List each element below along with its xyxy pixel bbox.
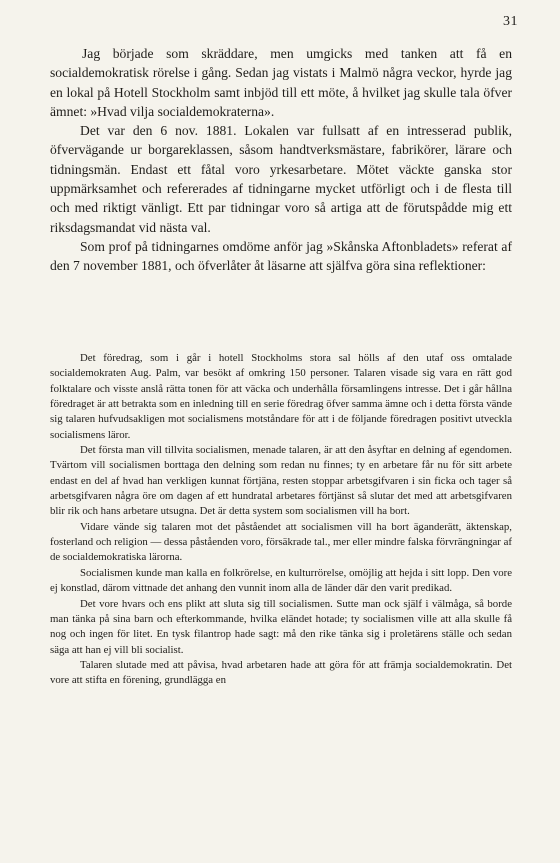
quote-paragraph: Vidare vände sig talaren mot det påståendet att socialismen vill ha bort äganderätt, äktenskap, fosterland och religion — dessa påståenden voro, försäkrade tal., mer eller mindre falska förvrängningar af de socialdemokratiska lärorna. (50, 520, 512, 564)
quote-paragraph: Det föredrag, som i går i hotell Stockholms stora sal hölls af den utaf oss omtalade socialdemokraten Aug. Palm, var besökt af omkring 150 personer. Talaren visade sig vara en rätt god folktalare och visste anslå rätta tonen för att väcka och underhålla församlingens intresse. Det i går hållna föredraget är att betrakta som en inledning till en serie föredrag öfver samma ämne och i detta första vände sig talaren hufvudsakligen mot socialismens motståndare för att i de följande föredragen positivt utveckla socialismens läror. (50, 352, 512, 441)
quote-paragraph: Det vore hvars och ens plikt att sluta sig till socialismen. Sutte man ock själf i välmåga, så borde man tänka på sina barn och efterkommande, hvilka eländet hotade; ty socialismen ville att alla skulle få nog och ingen för litet. En tysk filantrop hade sagt: må den rike tänka sig i proletärens ställe och sedan säga att han ej vill bli socialist. (50, 597, 512, 656)
main-paragraph: Det var den 6 nov. 1881. Lokalen var fullsatt af en intresserad publik, öfvervägande ur borgareklassen, såsom handtverksmästare, fabrikörer, lärare och tidningsmän. Endast ett fåtal voro yrkesarbetare. Mötet väckte ganska stor uppmärksamhet och refererades af tidningarne mycket utförligt och i de flesta till och med riktigt vänligt. Ett par tidningar voro så artiga att de förutspådde mig ett riksdagsmandat vid nästa val. (50, 123, 512, 235)
page-number: 31 (503, 14, 518, 29)
main-paragraph: Jag började som skräddare, men umgicks med tanken att få en socialdemokratisk rörelse i gång. Sedan jag vistats i Malmö några veckor, hyrde jag en lokal på Hotell Stockholm samt inbjöd till ett möte, å hvilket jag skulle tala öfver ämnet: »Hvad vilja socialdemokraterna». (50, 46, 512, 119)
main-text (50, 44, 512, 276)
quote-paragraph: Det första man vill tillvita socialismen, menade talaren, är att den åsyftar en delning af egendomen. Tvärtom vill socialismen borttaga den delning som redan nu finnes; ty en arbetare får nu för sitt arbete endast en del af hvad han verkligen kunnat förtjäna, resten stoppar arbetsgifvaren i sin ficka och tager så arbetsgifvaren några öre om dagen af ett hundratal arbetares förtjänst så slutar det med att arbetsgifvaren blir rik och hans arbetare utsugna. Det är detta system som socialismen vill ha bort. (50, 444, 512, 518)
quote-paragraph: Socialismen kunde man kalla en folkrörelse, en kulturrörelse, omöjlig att hejda i sitt lopp. Den vore ej konstlad, därom vittnade det anhang den vunnit inom alla de länder där den varit predikad. (50, 566, 512, 595)
main-paragraph: Som prof på tidningarnes omdöme anför jag »Skånska Aftonbladets» referat af den 7 november 1881, och öfverlåter åt läsarne att själfva göra sina reflektioner: (50, 238, 512, 274)
quote-paragraph: Talaren slutade med att påvisa, hvad arbetaren hade att göra för att främja socialdemokratin. Det vore att stifta en förening, grundlägga en (50, 658, 512, 687)
quoted-newspaper-report (50, 351, 512, 689)
